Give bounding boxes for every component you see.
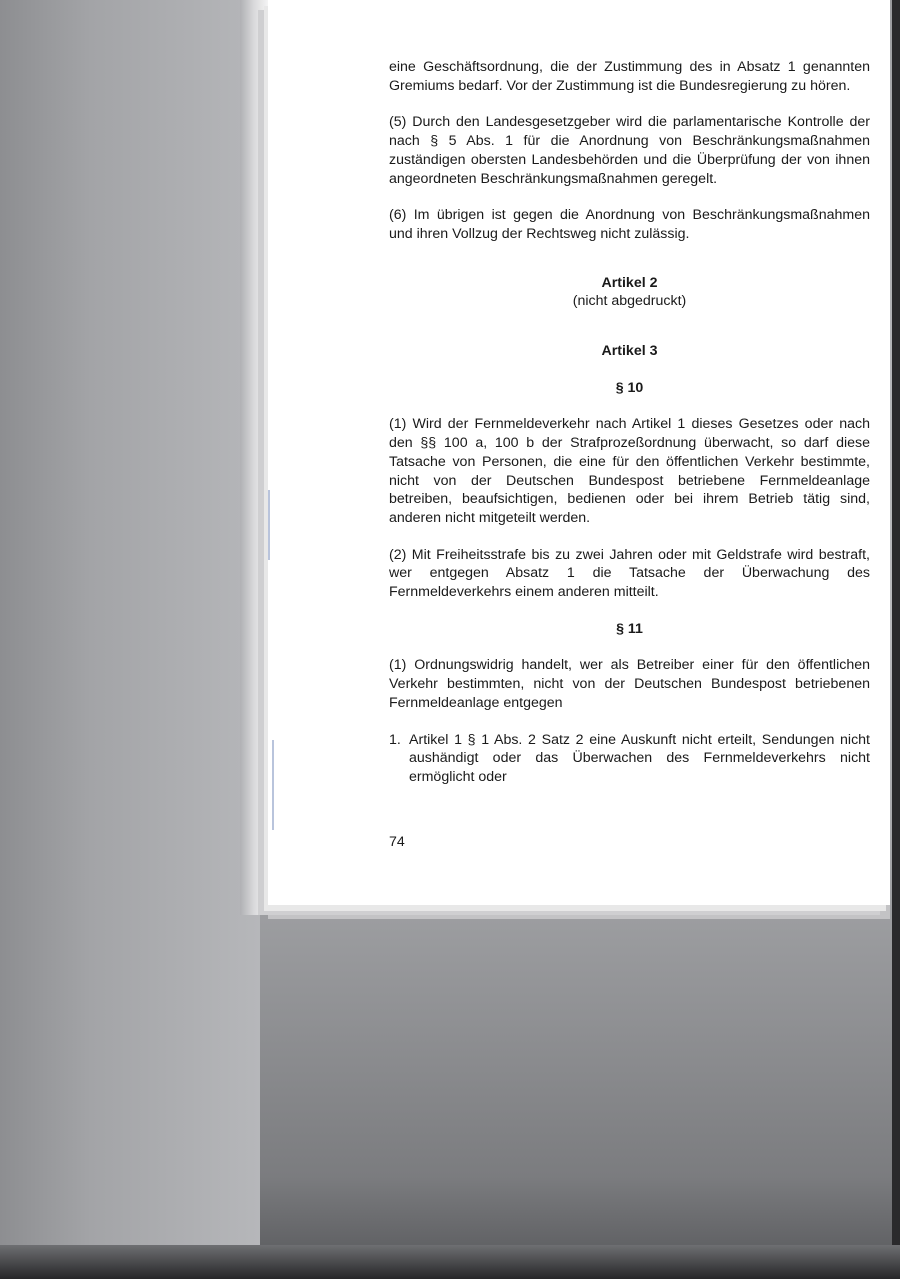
list-item-text: Artikel 1 § 1 Abs. 2 Satz 2 eine Auskunft nicht erteilt, Sendungen nicht aushändigt oder das Überwachen des Fernmeldeverkehrs nicht ermöglicht oder (409, 731, 870, 785)
paragraph-continuation: eine Geschäftsordnung, die der Zustimmung des in Absatz 1 genannten Gremiums bedarf. Vor der Zustimmung ist die Bundesregierung zu hören. (389, 59, 870, 94)
book-page (268, 0, 890, 905)
paragraph-5: (5) Durch den Landesgesetzgeber wird die parlamentarische Kontrolle der nach § 5 Abs. 1 für die Anordnung von Beschränkungsmaßnahmen zuständigen obersten Landesbehörden und die Überprüfung der von ihnen angeordneten Beschränkungsmaßnahmen geregelt. (389, 114, 870, 187)
artikel-2-note: (nicht abgedruckt) (572, 293, 687, 310)
paragraph-6: (6) Im übrigen ist gegen die Anordnung von Beschränkungsmaßnahmen und ihren Vollzug der Rechtsweg nicht zulässig. (389, 207, 870, 242)
section-11-paragraph-1: (1) Ordnungswidrig handelt, wer als Betreiber einer für den öffentlichen Verkehr bestimmten, nicht von der Deutschen Bundespost betriebenen Fernmeldeanlage entgegen (389, 657, 870, 711)
page-content (389, 58, 870, 787)
scan-background-left (0, 0, 260, 1279)
artikel-3-heading: Artikel 3 (601, 343, 658, 360)
artikel-2-heading: Artikel 2 (601, 274, 658, 291)
section-10-heading: § 10 (615, 379, 644, 396)
list-item (389, 731, 870, 787)
section-10-paragraph-1: (1) Wird der Fernmeldeverkehr nach Artikel 1 dieses Gesetzes oder nach den §§ 100 a, 100 b der Strafprozeßordnung überwacht, so darf diese Tatsache von Personen, die eine für den öffentlichen Verkehr bestimmte, nicht von der Deutschen Bundespost betriebene Fernmeldeanlage betreiben, beaufsichtigen, bedienen oder bei ihrem Betrieb tätig sind, anderen nicht mitgeteilt werden. (389, 416, 870, 526)
margin-mark (268, 490, 270, 560)
section-10-paragraph-2: (2) Mit Freiheitsstrafe bis zu zwei Jahren oder mit Geldstrafe wird bestraft, wer entgegen Absatz 1 die Tatsache der Überwachung des Fernmeldeverkehrs einem anderen mitteilt. (389, 546, 870, 601)
page-spine (240, 0, 268, 915)
section-11-heading: § 11 (616, 620, 643, 637)
scan-border-bottom (0, 1245, 900, 1279)
scan-border-right (892, 0, 900, 1279)
page-number: 74 (389, 834, 405, 850)
margin-mark (272, 740, 274, 830)
list-item-number: 1. (389, 731, 401, 748)
